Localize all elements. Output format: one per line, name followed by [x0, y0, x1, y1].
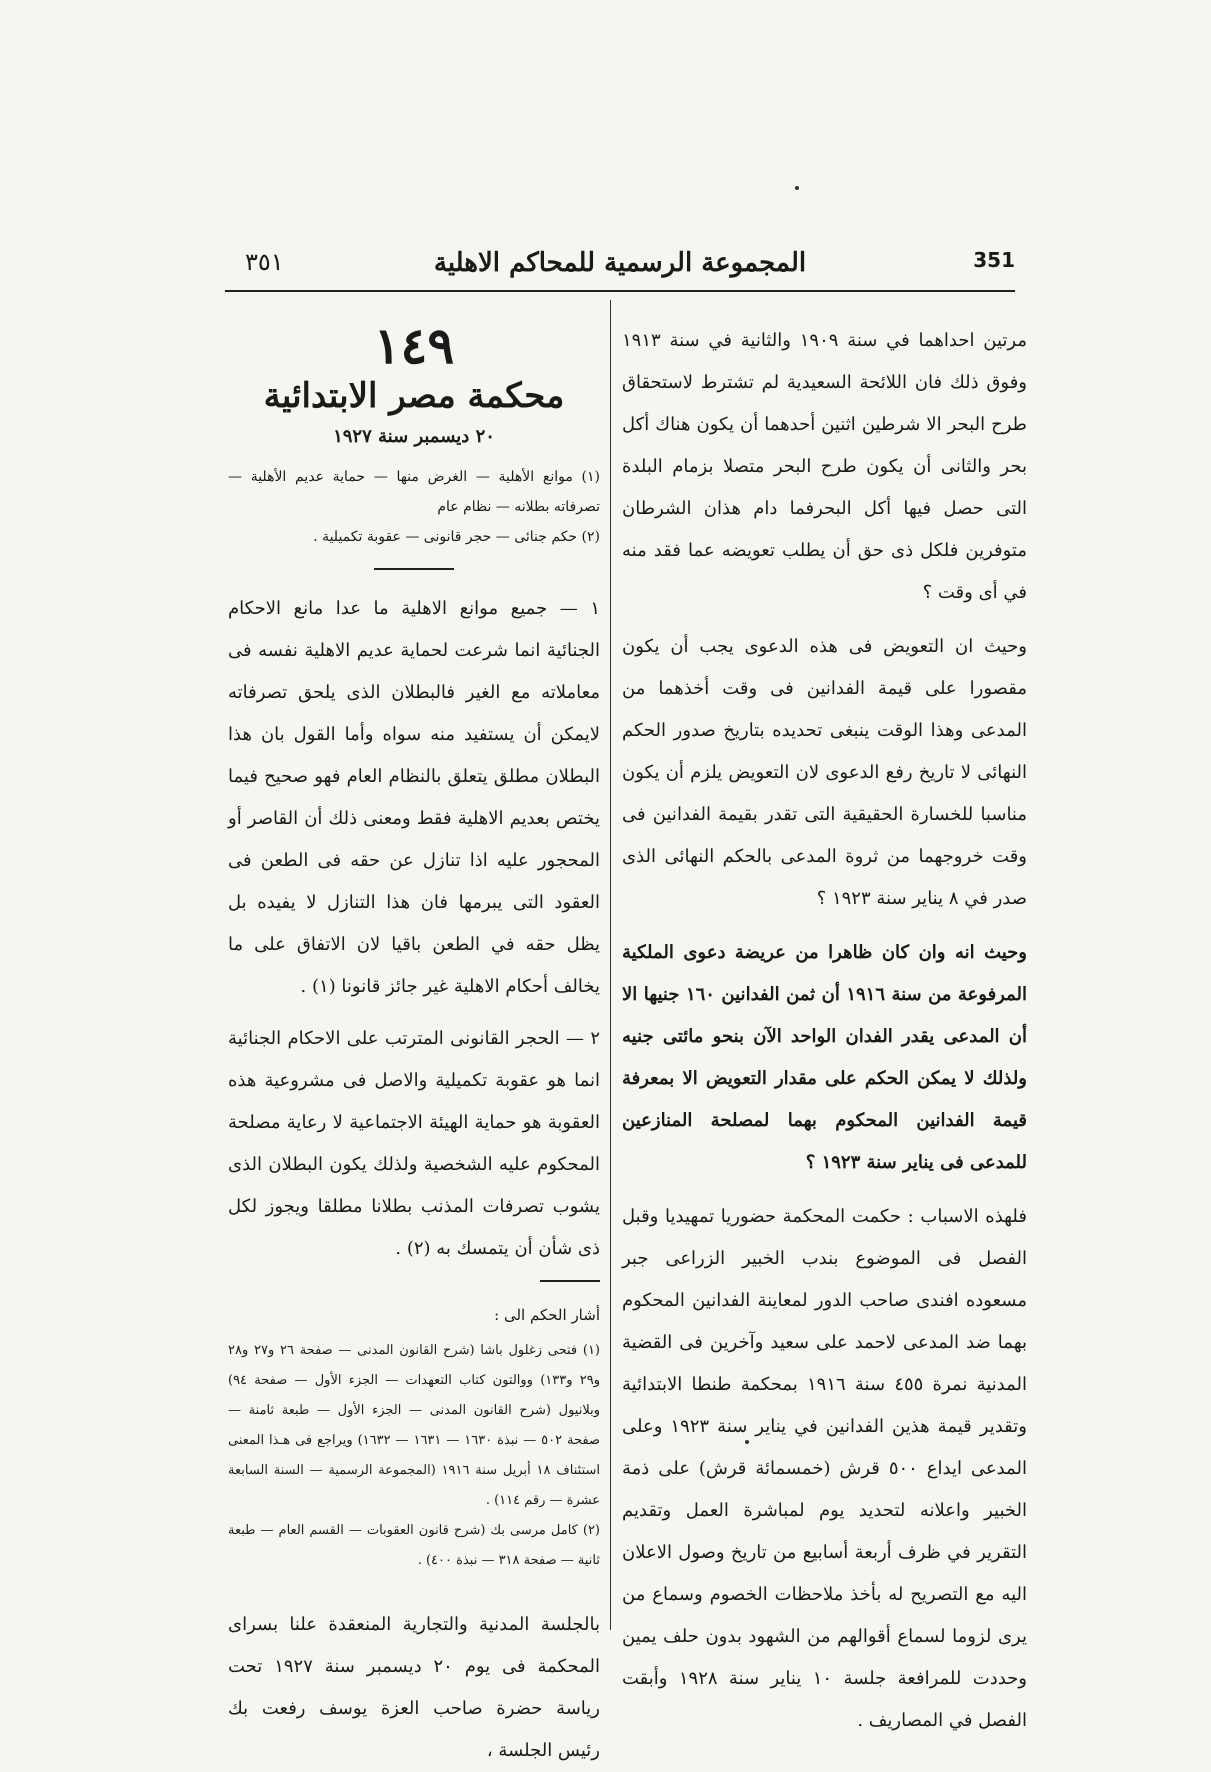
footnote: (١) فتحى زغلول باشا (شرح القانون المدنى — صفحة ٢٦ و٢٧ و٢٨ و٢٩ و١٣٣) ووالتون كتاب التعهدات — الجزء الأول — صفحة ٩٤) وبلانيول (شرح القانون المدنى — الجزء الأول — طبعة ثامنة — صفحة ٥٠٢ — نبذة ١٦٣٠ — ١٦٣١ — ١٦٣٢) ويراجع فى هـذا المعنى استئناف ١٨ أبريل سنة ١٩١٦ (المجموعة الرسمية — السنة السابعة عشرة — رقم ١١٤) .	[228, 1343, 601, 1508]
notes-divider	[540, 1280, 600, 1282]
page-header	[225, 248, 1015, 288]
keyword-line: (١) موانع الأهلية — الغرض منها — حماية عديم الأهلية — تصرفاته بطلانه — نظام عام	[228, 469, 600, 515]
paragraph: وحيث ان التعويض فى هذه الدعوى يجب أن يكون مقصورا على قيمة الفدانين فى وقت أخذهما من المدعى وهذا الوقت ينبغى تحديده بتاريخ صدور الحكم النهائى لا تاريخ رفع الدعوى لان التعويض يلزم أن يكون مناسبا للخسارة الحقيقية التى تقدر بقيمة الفدانين فى وقت خروجهما من ثروة المدعى بالحكم النهائى الذى صدر في ٨ يناير سنة ١٩٢٣ ؟	[622, 636, 1027, 909]
session-paragraph: بالجلسة المدنية والتجارية المنعقدة علنا بسراى المحكمة فى يوم ٢٠ ديسمبر سنة ١٩٢٧ تحت رياسة حضرة صاحب العزة يوسف رفعت بك رئيس الجلسة ،	[228, 1614, 601, 1761]
paragraph: وحيث انه وان كان ظاهرا من عريضة دعوى الملكية المرفوعة من سنة ١٩١٦ أن ثمن الفدانين ١٦٠ جنيها الا أن المدعى يقدر الفدان الواحد الآن بنحو مائتى جنيه ولذلك لا يمكن الحكم على مقدار التعويض الا بمعرفة قيمة الفدانين المحكوم بهما لمصلحة المنازعين للمدعى فى يناير سنة ١٩٢٣ ؟	[622, 942, 1027, 1173]
case-number: ١٤٩	[373, 316, 455, 375]
notes-title: أشار الحكم الى :	[494, 1306, 600, 1324]
column-divider	[610, 300, 611, 1630]
keyword-line: (٢) حكم جنائى — حجر قانونى — عقوبة تكميلية .	[313, 529, 600, 545]
page-number-latin: 351	[973, 248, 1015, 272]
principle-paragraph: ١ — جميع موانع الاهلية ما عدا مانع الاحكام الجنائية انما شرعت لحماية عديم الاهلية نفسه فى معاملاته مع الغير فالبطلان الذى يلحق تصرفاته لايمكن أن يستفيد منه سواه وأما القول بان هذا البطلان مطلق يتعلق بالنظام العام فهو صحيح فيما يختص بعديم الاهلية فقط ومعنى ذلك أن القاصر أو المحجور عليه اذا تنازل عن حقه فى الطعن فى العقود التى يبرمها فان هذا التنازل لا يفيده بل يظل حقه في الطعن باقيا لان الاتفاق على ما يخالف أحكام الاهلية غير جائز قانونا (١) .	[228, 598, 600, 997]
paragraph: مرتين احداهما في سنة ١٩٠٩ والثانية في سنة ١٩١٣ وفوق ذلك فان اللائحة السعيدية لم تشترط لاستحقاق طرح البحر الا شرطين اثنين أحدهما أن يكون هناك أكل بحر والثانى أن يكون طرح البحر متصلا بزمام البلدة التى حصل فيها أكل البحرفما دام هذان الشرطان متوفرين فلكل ذى حق أن يطلب تعويضه عما فقد منه في أى وقت ؟	[622, 330, 1027, 603]
scan-speck	[795, 186, 799, 190]
principle-paragraph: ٢ — الحجر القانونى المترتب على الاحكام الجنائية انما هو عقوبة تكميلية والاصل فى مشروعية هذه العقوبة هو حماية الهيئة الاجتماعية لا رعاية مصلحة المحكوم عليه الشخصية ولذلك يكون البطلان الذى يشوب تصرفات المذنب بطلانا مطلقا ويجوز لكل ذى شأن أن يتمسك به (٢) .	[228, 1028, 600, 1259]
right-column	[622, 320, 1027, 1754]
paragraph: فلهذه الاسباب : حكمت المحكمة حضوريا تمهيديا وقبل الفصل فى الموضوع بندب الخبير الزراعى جبر مسعوده افندى صاحب الدور لمعاينة الفدانين المحكوم بهما ضد المدعى لاحمد على سعيد وآخرين فى القضية المدنية نمرة ٤٥٥ سنة ١٩١٦ بمحكمة طنطا الابتدائية وتقدير قيمة هذين الفدانين في يناير سنة ١٩٢٣ وعلى المدعى ايداع ٥٠٠ قرش (خمسمائة قرش) على ذمة الخبير واعلانه لتحديد يوم لمباشرة العمل وتقديم التقرير في ظرف أربعة أسابيع من تاريخ وصول الاعلان اليه مع التصريح له بأخذ ملاحظات الخصوم وسماع من يرى لزوما لسماع أقوالهم من الشهود بدون حلف يمين وحددت للمرافعة جلسة ١٠ يناير سنة ١٩٢٨ وأبقت الفصل في المصاريف .	[622, 1206, 1028, 1731]
court-name: محكمة مصر الابتدائية	[263, 376, 565, 416]
section-divider	[374, 568, 454, 570]
case-date: ٢٠ ديسمبر سنة ١٩٢٧	[333, 426, 495, 447]
running-title: المجموعة الرسمية للمحاكم الاهلية	[433, 248, 807, 278]
header-rule	[225, 290, 1015, 292]
page-number-arabic: ٣٥١	[245, 248, 284, 276]
left-column	[228, 318, 600, 1772]
scan-speck	[745, 1440, 749, 1444]
footnote: (٢) كامل مرسى بك (شرح قانون العقوبات — القسم العام — طبعة ثانية — صفحة ٣١٨ — نبذة ٤٠٠) .	[228, 1523, 600, 1568]
